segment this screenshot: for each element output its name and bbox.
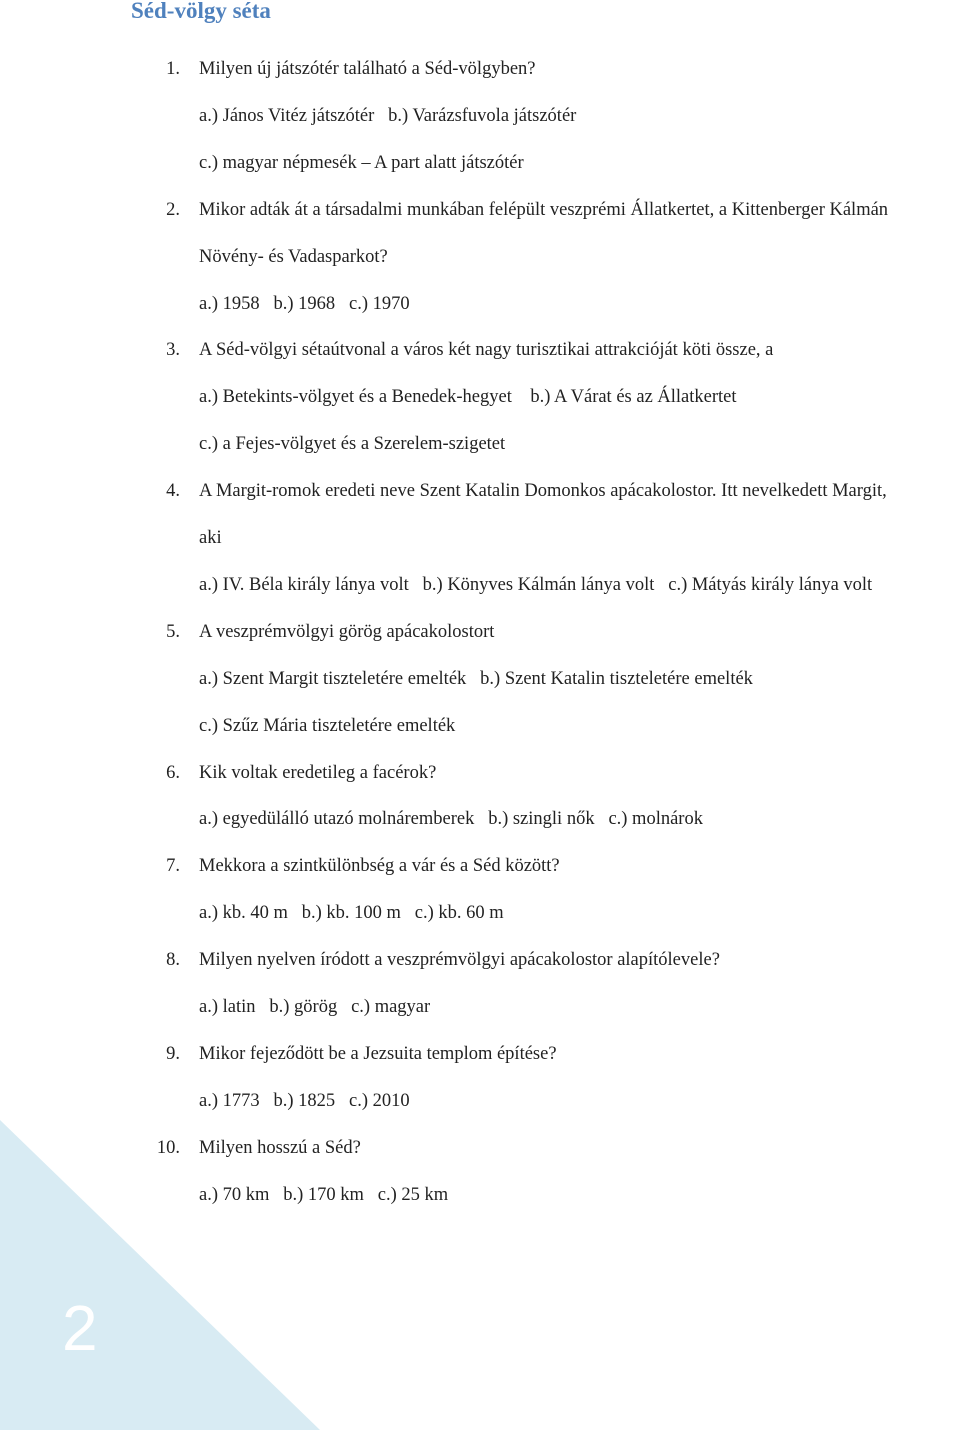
question-line: a.) 70 km b.) 170 km c.) 25 km [199, 1184, 449, 1205]
question-text: Mikor adták át a társadalmi munkában felépült veszprémi Állatkertet, a Kittenberger Kálmán [199, 199, 889, 220]
question-number: 4. [166, 481, 180, 502]
question-number: 3. [166, 340, 180, 361]
question-number: 2. [166, 199, 180, 220]
question-line: a.) 1773 b.) 1825 c.) 2010 [199, 1090, 410, 1111]
page-title: Séd-völgy séta [131, 0, 271, 23]
question-text: Milyen új játszótér található a Séd-völgyben? [199, 59, 536, 79]
question-text: A Séd-völgyi sétaútvonal a város két nagy turisztikai attrakcióját köti össze, a [199, 340, 774, 361]
question-number: 9. [166, 1043, 180, 1064]
question-line: c.) magyar népmesék – A part alatt játszótér [199, 152, 524, 173]
question-text: Milyen nyelven íródott a veszprémvölgyi apácakolostor alapítólevele? [199, 950, 720, 971]
corner-decoration [0, 1120, 320, 1430]
question-line: c.) Szűz Mária tiszteletére emelték [199, 715, 456, 736]
question-text: Milyen hosszú a Séd? [199, 1137, 361, 1158]
question-number: 6. [166, 762, 180, 783]
question-text: Kik voltak eredetileg a facérok? [199, 762, 437, 783]
question-number: 1. [166, 59, 180, 79]
question-number: 5. [166, 621, 180, 642]
page-number: 2 [62, 1292, 98, 1364]
question-text: A veszprémvölgyi görög apácakolostort [199, 621, 495, 642]
question-line: a.) 1958 b.) 1968 c.) 1970 [199, 293, 410, 314]
question-line: a.) egyedülálló utazó molnáremberek b.) szingli nők c.) molnárok [199, 809, 703, 830]
question-number: 7. [166, 856, 180, 877]
question-text: Mikor fejeződött be a Jezsuita templom építése? [199, 1043, 557, 1064]
question-line: Növény- és Vadasparkot? [199, 246, 388, 267]
question-text: A Margit-romok eredeti neve Szent Katalin Domonkos apácakolostor. Itt nevelkedett Margit, [199, 481, 887, 502]
question-line: a.) Szent Margit tiszteletére emelték b.) Szent Katalin tiszteletére emelték [199, 668, 753, 689]
question-number: 8. [166, 950, 180, 971]
question-line: a.) latin b.) görög c.) magyar [199, 997, 431, 1017]
question-line: a.) kb. 40 m b.) kb. 100 m c.) kb. 60 m [199, 903, 504, 924]
question-number: 10. [156, 1137, 180, 1158]
question-line: c.) a Fejes-völgyet és a Szerelem-szigetet [199, 434, 506, 455]
question-line: a.) IV. Béla király lánya volt b.) Könyves Kálmán lánya volt c.) Mátyás király lánya volt [199, 574, 873, 595]
question-line: a.) Betekints-völgyet és a Benedek-hegyet b.) A Várat és az Állatkertet [199, 387, 737, 408]
question-line: a.) János Vitéz játszótér b.) Varázsfuvola játszótér [199, 105, 577, 126]
question-text: Mekkora a szintkülönbség a vár és a Séd között? [199, 856, 560, 877]
question-line: aki [199, 528, 222, 548]
